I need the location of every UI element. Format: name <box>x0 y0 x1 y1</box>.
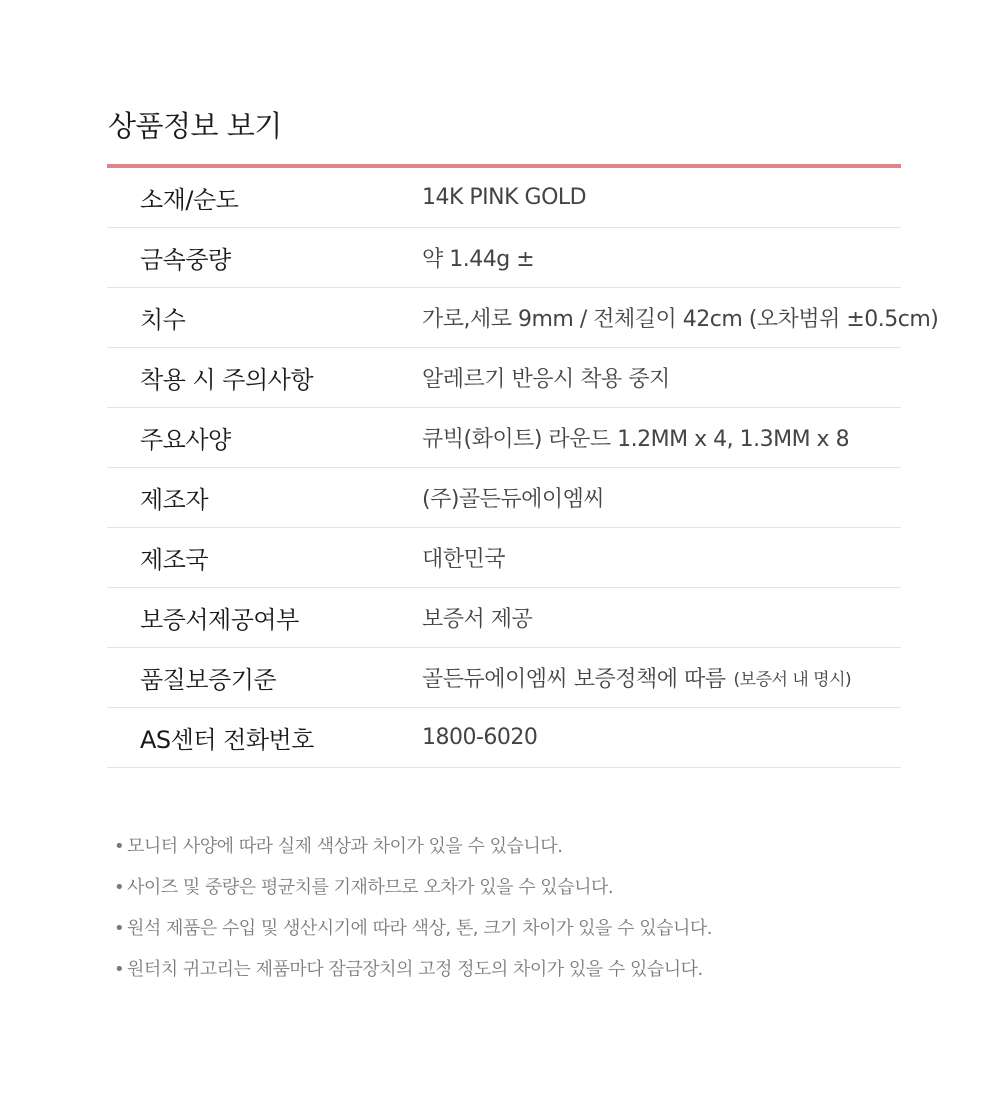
spec-value <box>422 168 586 227</box>
section-title: 상품정보 보기 <box>108 109 282 143</box>
spec-value <box>422 708 537 767</box>
disclaimer-text: 원터치 귀고리는 제품마다 잠금장치의 고정 정도의 차이가 있을 수 있습니다. <box>127 959 703 980</box>
disclaimer-text: 원석 제품은 수입 및 생산시기에 따라 색상, 톤, 크기 차이가 있을 수 있습니다. <box>127 918 712 939</box>
bullet-icon: • <box>114 877 125 898</box>
spec-label: 착용 시 주의사항 <box>140 366 314 394</box>
spec-value-text: 알레르기 반응시 착용 중지 <box>422 367 670 392</box>
spec-row-manufacturer <box>107 468 901 528</box>
spec-label: 보증서제공여부 <box>140 606 299 634</box>
disclaimer-item <box>114 867 914 908</box>
spec-label: 제조자 <box>140 486 209 514</box>
spec-label: 주요사양 <box>140 426 231 454</box>
spec-row-country <box>107 528 901 588</box>
spec-value-text: (주)골든듀에이엠씨 <box>422 487 605 512</box>
spec-label: 품질보증기준 <box>140 666 277 694</box>
spec-label: AS센터 전화번호 <box>140 726 314 754</box>
disclaimer-item <box>114 826 914 867</box>
spec-table <box>107 168 939 768</box>
spec-value <box>422 288 938 347</box>
spec-value <box>422 468 604 527</box>
spec-row-main-spec <box>107 408 901 468</box>
bullet-icon: • <box>114 918 125 939</box>
spec-row-caution <box>107 348 901 408</box>
spec-value <box>422 588 532 647</box>
disclaimer-item <box>114 908 914 949</box>
spec-label: 치수 <box>140 306 186 334</box>
spec-value-text: 1800-6020 <box>422 725 538 750</box>
spec-row-weight <box>107 228 901 288</box>
disclaimer-text: 사이즈 및 중량은 평균치를 기재하므로 오차가 있을 수 있습니다. <box>127 877 614 898</box>
disclaimer-item <box>114 949 914 990</box>
spec-label: 제조국 <box>140 546 209 574</box>
spec-value-text: 큐빅(화이트) 라운드 1.2MM x 4, 1.3MM x 8 <box>422 427 850 452</box>
spec-row-as-center <box>107 708 901 768</box>
spec-row-quality-standard <box>107 648 901 708</box>
spec-value <box>422 528 505 587</box>
spec-label: 금속중량 <box>140 246 231 274</box>
bullet-icon: • <box>114 836 125 857</box>
spec-value <box>422 408 849 467</box>
spec-value <box>422 648 851 707</box>
spec-value <box>422 348 670 407</box>
spec-row-warranty-card <box>107 588 901 648</box>
disclaimer-list <box>114 826 914 990</box>
spec-value-text: 보증서 제공 <box>422 607 533 632</box>
bullet-icon: • <box>114 959 125 980</box>
spec-value-text: 14K PINK GOLD <box>422 185 587 210</box>
spec-value-text: 약 1.44g ± <box>422 247 535 272</box>
spec-value <box>422 228 534 287</box>
spec-value-text: 대한민국 <box>422 547 506 572</box>
spec-label: 소재/순도 <box>140 186 239 214</box>
spec-value-text: 골든듀에이엠씨 보증정책에 따름 <box>422 667 726 692</box>
spec-value-note: (보증서 내 명시) <box>733 670 852 690</box>
spec-row-material <box>107 168 901 228</box>
spec-value-text: 가로,세로 9mm / 전체길이 42cm (오차범위 ±0.5cm) <box>422 307 939 332</box>
disclaimer-text: 모니터 사양에 따라 실제 색상과 차이가 있을 수 있습니다. <box>127 836 563 857</box>
spec-row-dimensions <box>107 288 939 348</box>
